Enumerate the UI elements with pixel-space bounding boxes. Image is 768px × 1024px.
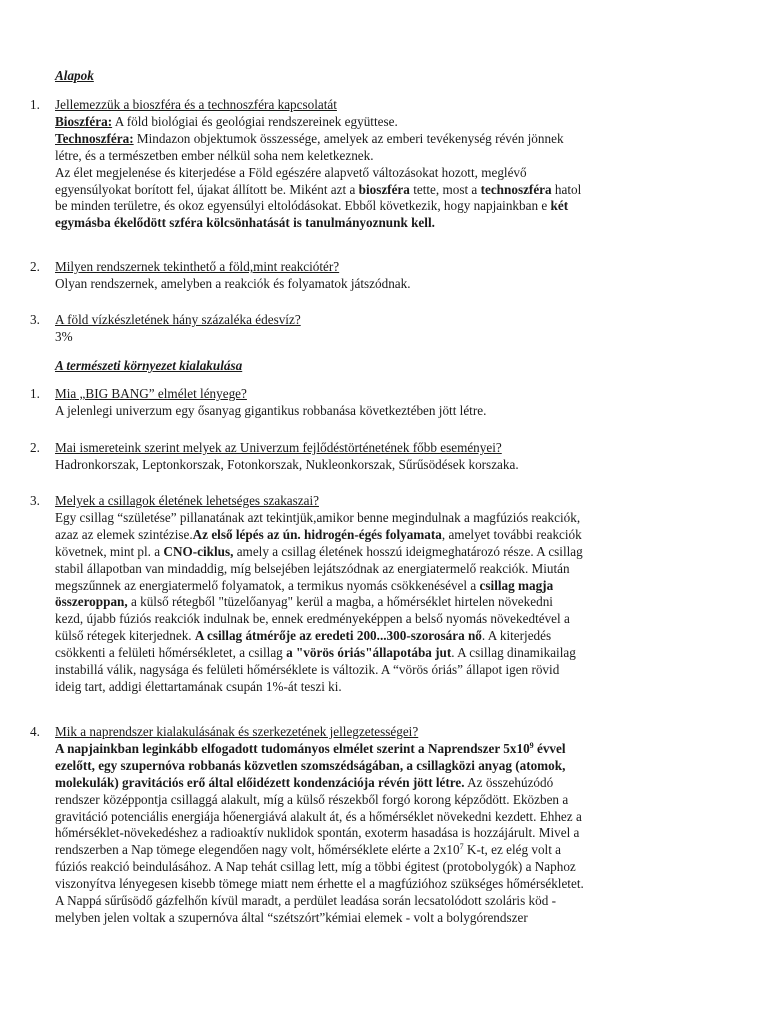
answer-line: Egy csillag “születése” pillanatának azt tekintjük,amikor benne megindulnak a magfúziós reakciók,: [55, 510, 581, 525]
answer-line: A jelenlegi univerzum egy ősanyag gigantikus robbanása következtében jött létre.: [55, 403, 487, 418]
answer-text: . A kiterjedés: [481, 628, 552, 644]
answer-text: követnek, mint pl. a: [55, 543, 164, 559]
question-title: Milyen rendszernek tekinthető a föld,mint reakciótér?: [55, 259, 340, 274]
answer-text: Mindazon objektumok összessége, amelyek az emberi tevékenység révén jönnek: [133, 130, 564, 146]
answer-text-bold: Az első lépés az ún. hidrogén-égés folyamata: [192, 526, 442, 542]
section-title-termeszeti-kornyezet: A természeti környezet kialakulása: [55, 358, 243, 373]
answer-line: [55, 527, 735, 544]
answer-text: egyensúlyokat borított fel, újakat állított be. Miként azt a: [55, 181, 359, 197]
answer-text: csökkenti a felületi hőmérsékletet, a csillag: [55, 645, 287, 661]
question-number: 2.: [30, 259, 40, 274]
answer-line: fúziós reakció beindulásához. A Nap tehát csillag lett, míg a többi égitest (protobolygók) a Naphoz: [55, 859, 576, 875]
section-title-alapok: Alapok: [55, 68, 94, 83]
question-title: Mik a naprendszer kialakulásának és szerkezetének jellegzetességei?: [55, 724, 419, 739]
answer-text-bold: A csillag átmérője az eredeti 200...300-szorosára nő: [194, 628, 482, 644]
answer-text: Az összehúzódó: [464, 774, 554, 790]
question-title: Mai ismereteink szerint melyek az Univerzum fejlődéstörténetének főbb eseményei?: [55, 440, 502, 455]
answer-line: kezd, újabb fúziós reakciók indulnak be, ennek eredményeképpen a belső nyomás növekedtével a: [55, 611, 570, 627]
answer-text: rendszerben a Nap tömege elegendően nagy volt, hőmérséklete elérte a 2x10: [55, 842, 460, 858]
answer-line: [55, 628, 735, 645]
answer-line: rendszer középpontja csillaggá alakult, míg a külső részekből forgó korong képződött. Eközben a: [55, 791, 569, 807]
answer-text: . A csillag dinamikailag: [451, 645, 576, 661]
superscript: 9: [529, 741, 534, 750]
answer-line: [55, 594, 735, 611]
answer-text: , amelyet további reakciók: [441, 526, 582, 542]
answer-line: [55, 775, 735, 792]
answer-text-bold: két: [550, 198, 569, 214]
answer-text-bold: bioszféra: [358, 181, 410, 197]
question-title: Jellemezzük a bioszféra és a technoszféra kapcsolatát: [55, 97, 337, 112]
answer-text-bold: csillag magja: [479, 577, 554, 593]
answer-line: [55, 578, 735, 595]
answer-line: hőmérséklet-növekedéshez a radioaktív nuklidok spontán, exoterm hasadása is hozzájárult. Mivel a: [55, 825, 580, 841]
question-title: Mia „BIG BANG” elmélet lényege?: [55, 386, 247, 401]
answer-line: instabillá válik, nagysága és felületi hőmérséklete is változik. A “vörös óriás” állapot igen rövid: [55, 662, 560, 678]
answer-text: hatol: [551, 181, 582, 197]
answer-line: létre, és a természetben ember nélkül soha nem keletkeznek.: [55, 147, 374, 163]
question-number: 2.: [30, 440, 40, 455]
answer-line: viszonyítva lényegesen kisebb tömege miatt nem érhette el a magfúzióhoz szükséges hőmérsékletet.: [55, 876, 584, 892]
answer-line: [55, 544, 735, 561]
answer-text: külső rétegek kiterjednek.: [55, 628, 195, 644]
answer-line: Az élet megjelenése és kiterjedése a Föld egészére alapvető változásokat hozott, meglévő: [55, 164, 527, 180]
answer-line: Olyan rendszernek, amelyben a reakciók és folyamatok játszódnak.: [55, 276, 411, 291]
question-title: A föld vízkészletének hány százaléka édesvíz?: [55, 312, 301, 327]
answer-text-bold: CNO-ciklus,: [163, 543, 234, 559]
answer-text: azaz az elemek szintézise.: [55, 526, 193, 542]
answer-text-bold: évvel: [533, 741, 566, 756]
answer-text: amely a csillag életének hosszú ideigmeghatározó része. A csillag: [233, 543, 583, 559]
answer-line: ideig tart, addigi élettartamának csupán 1%-át teszi ki.: [55, 678, 342, 694]
question-number: 3.: [30, 493, 40, 508]
question-number: 1.: [30, 386, 40, 401]
answer-text-bold: technoszféra: [480, 181, 552, 197]
answer-line: egymásba ékelődött szféra kölcsönhatását is tanulmányoznunk kell.: [55, 215, 435, 231]
answer-line: [55, 198, 735, 215]
question-number: 3.: [30, 312, 40, 327]
answer-text: megszűnnek az energiatermelő folyamatok, a termikus nyomás csökkenésével a: [55, 577, 480, 593]
answer-line: [55, 741, 735, 758]
question-number: 4.: [30, 724, 40, 739]
answer-line: Hadronkorszak, Leptonkorszak, Fotonkorszak, Nukleonkorszak, Sűrűsödések korszaka.: [55, 457, 519, 472]
question-title: Melyek a csillagok életének lehetséges szakaszai?: [55, 493, 319, 508]
term-bioszfera: Bioszféra:: [55, 114, 113, 129]
answer-line: 3%: [55, 329, 73, 344]
answer-line: ezelőtt, egy szupernóva robbanás közvetlen szomszédságában, a csillagközi anyag (atomok,: [55, 757, 566, 773]
answer-line: [55, 182, 735, 199]
answer-line: melyben jelen voltak a szupernóva által “szétszórt”kémiai elemek - volt a bolygórendszer: [55, 909, 528, 925]
superscript: 7: [459, 842, 464, 852]
answer-text: a külső rétegből "tüzelőanyag" kerül a magba, a hőmérséklet hirtelen növekedni: [127, 594, 553, 610]
answer-text: be minden területre, és okoz egyensúlyi eltolódásokat. Ebből következik, hogy napjainkban e: [55, 198, 551, 214]
answer-text-bold: A napjainkban leginkább elfogadott tudományos elmélet szerint a Naprendszer 5x10: [55, 741, 530, 756]
answer-line: [55, 645, 735, 662]
answer-text-bold: a "vörös óriás"állapotába jut: [286, 645, 452, 661]
question-number: 1.: [30, 97, 40, 112]
term-technoszfera: Technoszféra:: [55, 130, 134, 146]
answer-text-bold: összeroppan,: [55, 594, 128, 610]
answer-line: gravitáció potenciális energiája hőenergiává alakult át, és a hőmérséklet növekedni kezdett. Ehhez a: [55, 808, 582, 824]
answer-line: [55, 114, 735, 131]
answer-line: A Nappá sűrűsödő gázfelhőn kívül maradt, a perdület leadása során lecsatolódott szoláris köd -: [55, 893, 556, 909]
answer-text: tette, most a: [409, 181, 481, 197]
answer-text: K-t, ez elég volt a: [463, 842, 562, 858]
answer-text-bold: molekulák) gravitációs erő által előidézett kondenzációja révén jött létre.: [55, 774, 465, 790]
answer-line: [55, 842, 735, 859]
answer-text: A föld biológiai és geológiai rendszereinek együttese.: [112, 114, 398, 129]
answer-line: [55, 131, 735, 148]
answer-line: stabil állapotban van mindaddig, míg belsejében lejátszódnak az energiatermelő reakciók. Miután: [55, 560, 570, 576]
